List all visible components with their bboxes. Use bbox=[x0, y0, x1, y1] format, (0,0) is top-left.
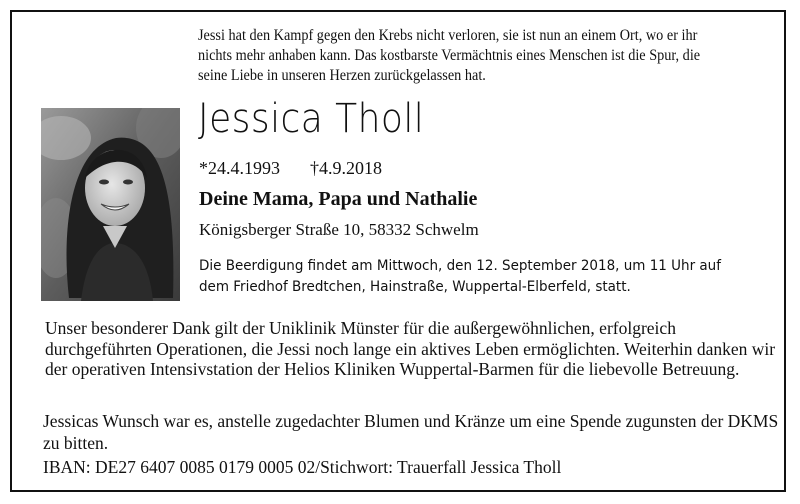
portrait-photo-icon bbox=[41, 108, 180, 301]
life-dates bbox=[199, 158, 382, 179]
memorial-quote: Jessi hat den Kampf gegen den Krebs nicht verloren, sie ist nun an einem Ort, wo er ihr nichts mehr anhaben kann. Das kostbarste Vermächtnis eines Menschen ist die Spur, die seine Liebe in unseren Herzen zurückgelassen hat. bbox=[198, 27, 701, 84]
obituary-frame bbox=[10, 10, 786, 492]
family-address: Königsberger Straße 10, 58332 Schwelm bbox=[199, 220, 479, 239]
family-signature: Deine Mama, Papa und Nathalie bbox=[199, 188, 478, 210]
thanks-paragraph: Unser besonderer Dank gilt der Uniklinik Münster für die außergewöhnlichen, erfolgreich durchgeführten Operationen, die Jessi noch lange ein aktives Leben ermöglichten. Weiterhin danken wir der operativen Intensivstation der Helios Kliniken Wuppertal-Barmen für die liebevolle Betreuung. bbox=[45, 318, 776, 379]
portrait-photo bbox=[41, 108, 180, 301]
iban-line: IBAN: DE27 6407 0085 0179 0005 02/Stichwort: Trauerfall Jessica Tholl bbox=[43, 457, 562, 477]
funeral-notice: Die Beerdigung findet am Mittwoch, den 12. September 2018, um 11 Uhr auf dem Friedhof Bredtchen, Hainstraße, Wuppertal-Elberfeld, statt. bbox=[199, 258, 721, 295]
deceased-name: Jessica Tholl bbox=[198, 96, 425, 142]
birth-date: *24.4.1993 bbox=[199, 158, 280, 178]
death-date: †4.9.2018 bbox=[310, 158, 382, 178]
donation-wish: Jessicas Wunsch war es, anstelle zugedachter Blumen und Kränze um eine Spende zugunsten der DKMS zu bitten. bbox=[43, 411, 779, 453]
